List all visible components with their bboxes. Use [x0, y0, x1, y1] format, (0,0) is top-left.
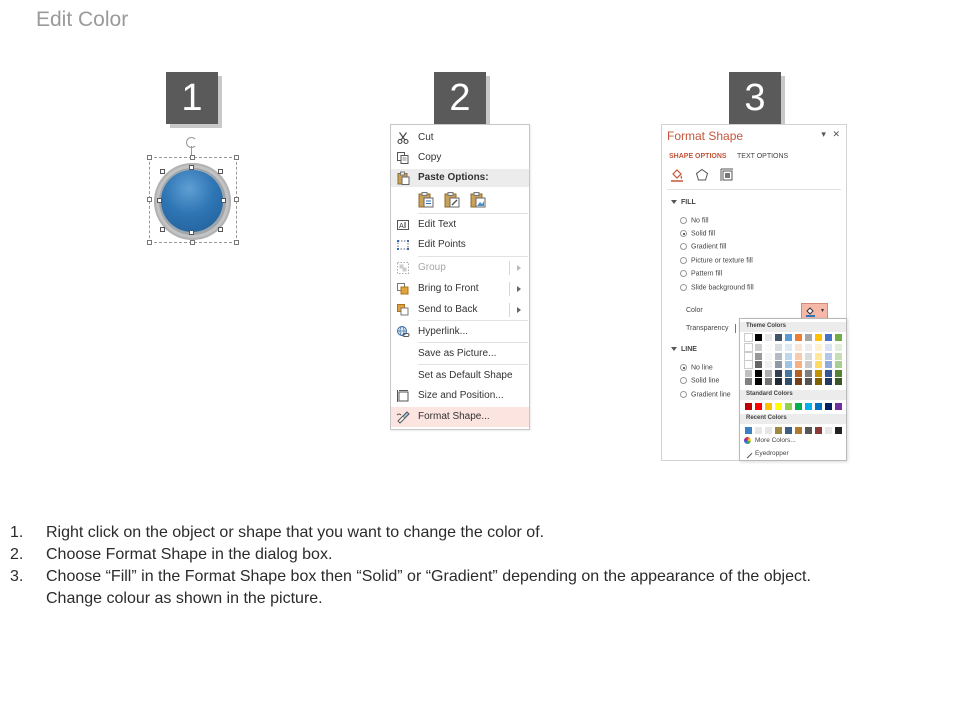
- menu-item-label: Cut: [418, 132, 434, 143]
- standard-color-swatch[interactable]: [745, 403, 752, 410]
- radio-selected-icon: [680, 364, 687, 371]
- inner-handle-s[interactable]: [189, 230, 194, 235]
- size-position-icon: [396, 389, 410, 403]
- theme-color-shade-swatch[interactable]: [775, 370, 782, 377]
- standard-color-swatch[interactable]: [815, 403, 822, 410]
- recent-color-swatch[interactable]: [815, 427, 822, 434]
- menu-separator: [418, 213, 528, 214]
- paste-options-header: Paste Options:: [391, 169, 529, 187]
- radio-slide-background-fill[interactable]: Slide background fill: [680, 284, 754, 291]
- collapse-triangle-icon: [671, 347, 677, 351]
- radio-gradient-fill[interactable]: Gradient fill: [680, 243, 726, 250]
- theme-color-shade-swatch[interactable]: [835, 361, 842, 368]
- slide-title: Edit Color: [36, 8, 129, 31]
- radio-selected-icon: [680, 230, 687, 237]
- instruction-item: 2. Choose Format Shape in the dialog box.: [10, 546, 333, 563]
- standard-color-swatch[interactable]: [775, 403, 782, 410]
- pane-title: Format Shape: [667, 129, 744, 143]
- pane-options-chevron-icon[interactable]: ▾: [821, 129, 826, 139]
- theme-color-shade-swatch[interactable]: [795, 344, 802, 351]
- inner-handle-e[interactable]: [221, 198, 226, 203]
- resize-handle-se[interactable]: [234, 240, 239, 245]
- radio-solid-line[interactable]: Solid line: [680, 377, 719, 384]
- edit-points-icon: [396, 238, 410, 252]
- menu-item-label: Hyperlink...: [418, 326, 469, 337]
- theme-color-shade-swatch[interactable]: [785, 361, 792, 368]
- theme-color-shade-swatch[interactable]: [815, 353, 822, 360]
- theme-color-shade-swatch[interactable]: [825, 361, 832, 368]
- color-picker-button[interactable]: [801, 303, 828, 319]
- copy-icon: [396, 151, 410, 165]
- theme-color-shade-swatch[interactable]: [825, 370, 832, 377]
- theme-color-shade-swatch[interactable]: [785, 378, 792, 385]
- recent-color-swatch[interactable]: [745, 427, 752, 434]
- radio-icon: [680, 217, 687, 224]
- menu-item-label: Set as Default Shape: [418, 370, 513, 381]
- scissors-icon: [396, 131, 410, 145]
- chevron-down-icon: ▾: [820, 308, 824, 314]
- menu-item-cut[interactable]: [391, 128, 529, 148]
- color-palette-dropdown: [739, 318, 847, 461]
- radio-icon: [680, 377, 687, 384]
- inner-handle-w[interactable]: [157, 198, 162, 203]
- theme-color-shade-swatch[interactable]: [765, 344, 772, 351]
- theme-color-shade-swatch[interactable]: [775, 353, 782, 360]
- resize-handle-e[interactable]: [234, 197, 239, 202]
- submenu-divider: [509, 303, 510, 317]
- menu-item-size-and-position[interactable]: [391, 386, 529, 406]
- recent-colors-header: Recent Colors: [740, 414, 846, 424]
- instructions-list: [10, 522, 950, 610]
- size-properties-icon[interactable]: [720, 168, 734, 182]
- color-wheel-icon: [744, 437, 751, 444]
- paste-keep-source-icon[interactable]: [417, 191, 435, 209]
- format-shape-icon: [396, 410, 410, 424]
- theme-color-swatch[interactable]: [765, 334, 772, 341]
- theme-color-shade-swatch[interactable]: [835, 353, 842, 360]
- send-to-back-icon: [396, 303, 410, 317]
- step-badge-3: 3: [729, 72, 781, 124]
- edit-text-icon: [396, 218, 410, 232]
- instruction-item: 1. Right click on the object or shape that you want to change the color of.: [10, 524, 545, 541]
- standard-colors-header: Standard Colors: [740, 390, 846, 400]
- theme-color-shade-swatch[interactable]: [805, 344, 812, 351]
- theme-color-swatch[interactable]: [825, 334, 832, 341]
- transparency-label: Transparency: [686, 325, 729, 332]
- theme-color-shade-swatch[interactable]: [795, 378, 802, 385]
- svg-text:A: A: [399, 222, 404, 230]
- radio-pattern-fill[interactable]: Pattern fill: [680, 270, 722, 277]
- theme-color-shade-swatch[interactable]: [825, 344, 832, 351]
- menu-item-label: Format Shape...: [418, 411, 490, 422]
- radio-icon: [680, 257, 687, 264]
- theme-color-shade-swatch[interactable]: [755, 378, 762, 385]
- menu-separator: [418, 256, 528, 257]
- inner-handle-ne[interactable]: [218, 169, 223, 174]
- radio-gradient-line[interactable]: Gradient line: [680, 391, 731, 398]
- paste-merge-icon[interactable]: [443, 191, 461, 209]
- theme-color-shade-swatch[interactable]: [805, 370, 812, 377]
- theme-color-shade-swatch[interactable]: [765, 353, 772, 360]
- theme-color-shade-swatch[interactable]: [795, 370, 802, 377]
- fill-section-header[interactable]: FILL: [671, 199, 696, 206]
- theme-color-shade-swatch[interactable]: [815, 361, 822, 368]
- menu-separator: [418, 364, 528, 365]
- instruction-item: Change colour as shown in the picture.: [46, 590, 323, 607]
- theme-color-shade-swatch[interactable]: [775, 344, 782, 351]
- submenu-arrow-icon: [517, 307, 521, 313]
- standard-color-swatch[interactable]: [755, 403, 762, 410]
- menu-item-edit-text[interactable]: [391, 215, 529, 235]
- theme-color-shade-swatch[interactable]: [745, 353, 752, 360]
- radio-solid-fill[interactable]: Solid fill: [680, 230, 715, 237]
- inner-handle-n[interactable]: [189, 165, 194, 170]
- theme-color-shade-swatch[interactable]: [745, 361, 752, 368]
- radio-no-fill[interactable]: No fill: [680, 217, 709, 224]
- standard-color-swatch[interactable]: [785, 403, 792, 410]
- theme-color-shade-swatch[interactable]: [765, 370, 772, 377]
- theme-color-shade-swatch[interactable]: [755, 370, 762, 377]
- theme-color-swatch[interactable]: [815, 334, 822, 341]
- theme-color-shade-swatch[interactable]: [755, 344, 762, 351]
- menu-item-label: Edit Text: [418, 219, 457, 230]
- recent-color-swatch[interactable]: [785, 427, 792, 434]
- standard-color-swatch[interactable]: [795, 403, 802, 410]
- resize-handle-nw[interactable]: [147, 155, 152, 160]
- menu-item-label: Edit Points: [418, 239, 466, 250]
- recent-color-swatch[interactable]: [825, 427, 832, 434]
- theme-color-shade-swatch[interactable]: [805, 353, 812, 360]
- menu-item-bring-to-front[interactable]: [391, 279, 529, 299]
- recent-color-swatch[interactable]: [755, 427, 762, 434]
- step-badge-1: 1: [166, 72, 218, 124]
- recent-color-swatch[interactable]: [775, 427, 782, 434]
- collapse-triangle-icon: [671, 200, 677, 204]
- inner-handle-sw[interactable]: [160, 227, 165, 232]
- submenu-arrow-icon: [517, 265, 521, 271]
- theme-color-shade-swatch[interactable]: [755, 361, 762, 368]
- theme-color-shade-swatch[interactable]: [745, 370, 752, 377]
- resize-handle-sw[interactable]: [147, 240, 152, 245]
- standard-color-swatch[interactable]: [805, 403, 812, 410]
- theme-color-shade-swatch[interactable]: [745, 378, 752, 385]
- menu-separator: [418, 342, 528, 343]
- fill-line-icon[interactable]: [670, 168, 684, 182]
- menu-item-copy[interactable]: [391, 148, 529, 168]
- theme-color-shade-swatch[interactable]: [795, 353, 802, 360]
- blue-circle-shape[interactable]: [161, 170, 223, 232]
- effects-icon[interactable]: [695, 168, 709, 182]
- pane-controls: [821, 129, 840, 140]
- menu-item-hyperlink[interactable]: [391, 322, 529, 342]
- theme-color-shade-swatch[interactable]: [805, 378, 812, 385]
- inner-handle-nw[interactable]: [160, 169, 165, 174]
- step-badge-2: 2: [434, 72, 486, 124]
- recent-color-swatch[interactable]: [765, 427, 772, 434]
- menu-item-format-shape[interactable]: [391, 407, 529, 427]
- theme-color-swatch[interactable]: [805, 334, 812, 341]
- theme-color-shade-swatch[interactable]: [785, 370, 792, 377]
- group-icon: [396, 261, 410, 275]
- menu-separator: [418, 320, 528, 321]
- recent-color-swatch[interactable]: [805, 427, 812, 434]
- theme-color-shade-swatch[interactable]: [775, 361, 782, 368]
- theme-color-swatch[interactable]: [835, 334, 842, 341]
- inner-handle-se[interactable]: [218, 227, 223, 232]
- menu-item-label: Size and Position...: [418, 390, 504, 401]
- radio-no-line[interactable]: No line: [680, 364, 713, 371]
- tab-text-options[interactable]: TEXT OPTIONS: [737, 153, 789, 160]
- recent-color-swatch[interactable]: [795, 427, 802, 434]
- submenu-divider: [509, 261, 510, 275]
- more-colors-link[interactable]: More Colors...: [744, 437, 796, 444]
- theme-color-swatch[interactable]: [785, 334, 792, 341]
- standard-color-swatch[interactable]: [825, 403, 832, 410]
- resize-handle-s[interactable]: [190, 240, 195, 245]
- hyperlink-icon: [396, 325, 410, 339]
- theme-color-shade-swatch[interactable]: [785, 344, 792, 351]
- theme-color-shade-swatch[interactable]: [785, 353, 792, 360]
- color-label: Color: [686, 307, 703, 314]
- radio-icon: [680, 391, 687, 398]
- line-section-header[interactable]: LINE: [671, 346, 697, 353]
- paint-bucket-icon: [805, 306, 816, 317]
- standard-color-swatch[interactable]: [765, 403, 772, 410]
- theme-color-shade-swatch[interactable]: [795, 361, 802, 368]
- menu-item-label: Send to Back: [418, 304, 478, 315]
- menu-item-send-to-back[interactable]: [391, 300, 529, 320]
- theme-color-shade-swatch[interactable]: [765, 361, 772, 368]
- theme-color-swatch[interactable]: [775, 334, 782, 341]
- menu-item-set-default-shape[interactable]: [391, 366, 529, 386]
- radio-icon: [680, 284, 687, 291]
- menu-item-label: Copy: [418, 152, 442, 163]
- theme-color-shade-swatch[interactable]: [815, 344, 822, 351]
- submenu-arrow-icon: [517, 286, 521, 292]
- theme-color-shade-swatch[interactable]: [825, 378, 832, 385]
- theme-color-swatch[interactable]: [745, 334, 752, 341]
- theme-color-shade-swatch[interactable]: [805, 361, 812, 368]
- theme-color-shade-swatch[interactable]: [755, 353, 762, 360]
- rotate-handle-icon[interactable]: [186, 137, 197, 148]
- menu-item-label: Group: [418, 262, 446, 273]
- standard-color-swatch[interactable]: [835, 403, 842, 410]
- theme-color-shade-swatch[interactable]: [815, 378, 822, 385]
- theme-color-swatch[interactable]: [755, 334, 762, 341]
- bring-to-front-icon: [396, 282, 410, 296]
- theme-color-shade-swatch[interactable]: [825, 353, 832, 360]
- menu-item-edit-points[interactable]: [391, 235, 529, 255]
- radio-icon: [680, 270, 687, 277]
- theme-color-shade-swatch[interactable]: [835, 344, 842, 351]
- submenu-divider: [509, 282, 510, 296]
- theme-color-shade-swatch[interactable]: [835, 378, 842, 385]
- resize-handle-w[interactable]: [147, 197, 152, 202]
- menu-item-label: Bring to Front: [418, 283, 479, 294]
- radio-picture-fill[interactable]: Picture or texture fill: [680, 257, 753, 264]
- theme-colors-header: Theme Colors: [740, 322, 846, 332]
- eyedropper-link[interactable]: Eyedropper: [744, 450, 789, 457]
- theme-color-swatch[interactable]: [795, 334, 802, 341]
- menu-item-group[interactable]: [391, 258, 529, 278]
- theme-color-shade-swatch[interactable]: [815, 370, 822, 377]
- theme-color-shade-swatch[interactable]: [775, 378, 782, 385]
- recent-color-swatch[interactable]: [835, 427, 842, 434]
- resize-handle-ne[interactable]: [234, 155, 239, 160]
- radio-icon: [680, 243, 687, 250]
- paste-icon: [396, 171, 410, 185]
- instruction-item: 3. Choose “Fill” in the Format Shape box then “Solid” or “Gradient” depending on the appearance of the object.: [10, 568, 811, 585]
- theme-color-shade-swatch[interactable]: [765, 378, 772, 385]
- eyedropper-icon: [743, 449, 753, 459]
- theme-color-shade-swatch[interactable]: [835, 370, 842, 377]
- paste-picture-icon[interactable]: [469, 191, 487, 209]
- menu-item-label: Save as Picture...: [418, 348, 497, 359]
- context-menu: [390, 124, 530, 430]
- theme-color-shade-swatch[interactable]: [745, 344, 752, 351]
- close-icon[interactable]: ✕: [832, 129, 840, 139]
- pane-divider: [667, 189, 841, 190]
- tab-shape-options[interactable]: SHAPE OPTIONS: [669, 153, 727, 160]
- resize-handle-n[interactable]: [190, 155, 195, 160]
- menu-item-save-as-picture[interactable]: [391, 344, 529, 364]
